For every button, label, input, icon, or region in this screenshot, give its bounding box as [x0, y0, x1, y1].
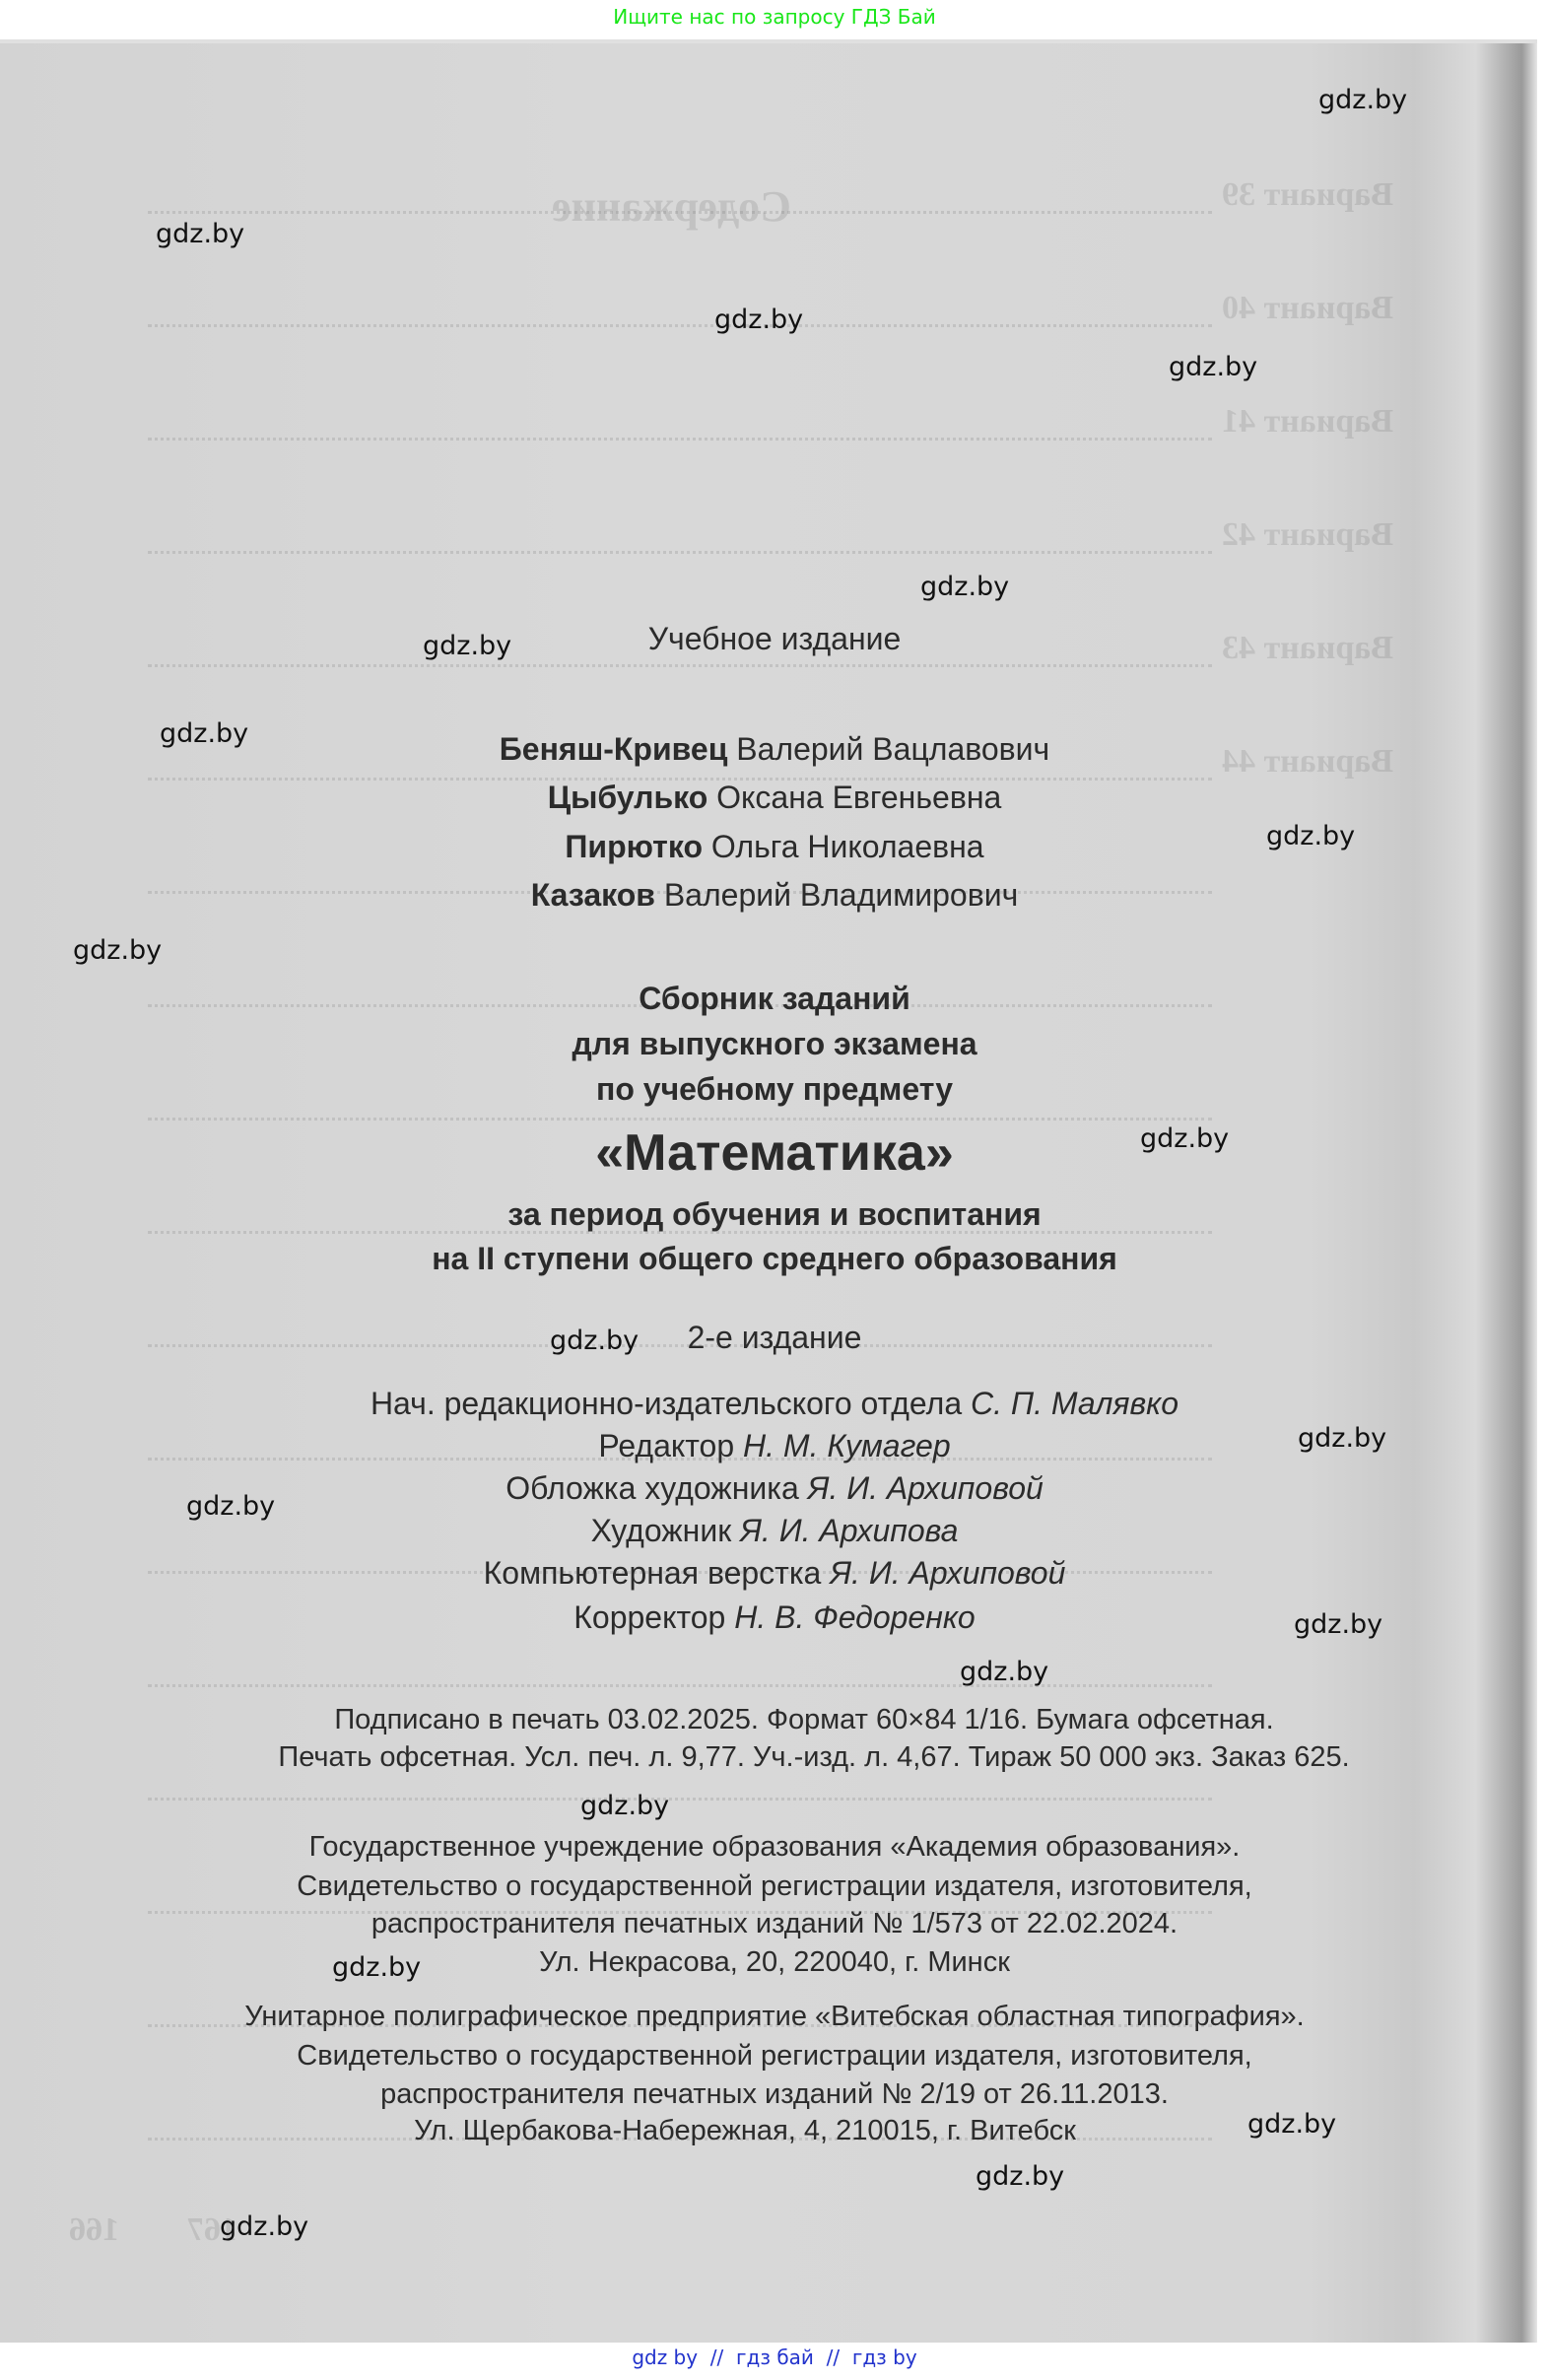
showthrough-leader [148, 324, 1212, 327]
watermark: gdz.by [220, 2211, 309, 2242]
staff-name: Я. И. Архиповой [830, 1555, 1066, 1591]
showthrough-leader [148, 551, 1212, 554]
staff-name: Я. И. Архиповой [807, 1470, 1044, 1506]
edition-number: 2-е издание [687, 1320, 862, 1355]
watermark: gdz.by [423, 631, 512, 661]
showthrough-item: Вариант 39 [1222, 176, 1393, 213]
author-surname: Пирютко [565, 829, 703, 864]
staff-name: Я. И. Архипова [740, 1513, 959, 1548]
watermark: gdz.by [1294, 1609, 1383, 1640]
showthrough-item: Вариант 42 [1222, 516, 1393, 553]
title-line-5: на II ступени общего среднего образования [432, 1241, 1117, 1276]
printer-line-1: Унитарное полиграфическое предприятие «Витебская областная типография». [244, 2001, 1305, 2032]
watermark: gdz.by [186, 1491, 276, 1522]
top-banner[interactable]: Ищите нас по запросу ГДЗ Бай [613, 5, 936, 29]
showthrough-leader [148, 211, 1212, 214]
watermark: gdz.by [332, 1952, 422, 1983]
staff-name: С. П. Малявко [971, 1386, 1179, 1421]
staff-role: Нач. редакционно-издательского отдела [370, 1386, 963, 1421]
watermark: gdz.by [714, 305, 804, 335]
showthrough-leader [148, 664, 1212, 667]
staff-role: Корректор [573, 1599, 726, 1635]
showthrough-leader [148, 1684, 1212, 1687]
watermark: gdz.by [156, 219, 245, 249]
watermark: gdz.by [550, 1326, 640, 1356]
print-info-line-2: Печать офсетная. Усл. печ. л. 9,77. Уч.-изд. л. 4,67. Тираж 50 000 экз. Заказ 625. [278, 1741, 1350, 1773]
author-surname: Цыбулько [547, 780, 708, 815]
showthrough-item: Вариант 40 [1222, 290, 1393, 326]
printer-line-2: Свидетельство о государственной регистрации издателя, изготовителя, [297, 2040, 1252, 2072]
author-given-names: Оксана Евгеньевна [716, 780, 1002, 815]
printer-address: Ул. Щербакова-Набережная, 4, 210015, г. Витебск [414, 2115, 1076, 2146]
showthrough-item: Вариант 41 [1222, 403, 1393, 440]
author-given-names: Валерий Вацлавович [736, 731, 1050, 767]
watermark: gdz.by [73, 935, 163, 966]
staff-line-1 [0, 1384, 1549, 1423]
watermark: gdz.by [1318, 85, 1408, 115]
watermark: gdz.by [1298, 1423, 1387, 1454]
showthrough-item: Вариант 44 [1222, 743, 1393, 780]
watermark: gdz.by [1266, 821, 1356, 851]
publisher-line-2: Свидетельство о государственной регистрации издателя, изготовителя, [297, 1870, 1252, 1902]
watermark: gdz.by [1247, 2109, 1337, 2140]
title-line-2: для выпускного экзамена [572, 1026, 977, 1061]
footer-links[interactable]: gdz by // гдз бай // гдз by [632, 2346, 917, 2369]
author-surname: Беняш-Кривец [499, 731, 728, 767]
print-info-line-1: Подписано в печать 03.02.2025. Формат 60×84 1/16. Бумага офсетная. [334, 1704, 1274, 1735]
watermark: gdz.by [160, 718, 249, 749]
staff-name: Н. В. Федоренко [734, 1599, 976, 1635]
staff-role: Художник [590, 1513, 732, 1548]
staff-name: Н. М. Кумагер [743, 1428, 951, 1463]
title-line-3: по учебному предмету [596, 1071, 953, 1107]
publisher-line-3: распространителя печатных изданий № 1/573 от 22.02.2024. [370, 1908, 1179, 1939]
showthrough-leader [148, 1118, 1212, 1121]
publisher-address: Ул. Некрасова, 20, 220040, г. Минск [539, 1946, 1010, 1978]
showthrough-page-number: 167 [187, 2211, 237, 2248]
author-2 [0, 778, 1549, 817]
author-given-names: Ольга Николаевна [710, 829, 984, 864]
author-4 [0, 875, 1549, 915]
showthrough-leader [148, 438, 1212, 441]
subject-title: «Математика» [595, 1124, 954, 1182]
staff-role: Редактор [598, 1428, 735, 1463]
watermark: gdz.by [976, 2161, 1065, 2192]
title-line-1: Сборник заданий [639, 981, 910, 1016]
edition-type: Учебное издание [647, 621, 902, 656]
watermark: gdz.by [920, 572, 1010, 602]
showthrough-item: Вариант 43 [1222, 630, 1393, 666]
staff-line-5 [0, 1553, 1549, 1593]
author-surname: Казаков [530, 877, 655, 913]
publisher-line-1: Государственное учреждение образования «Академия образования». [308, 1831, 1241, 1863]
author-given-names: Валерий Владимирович [663, 877, 1019, 913]
watermark: gdz.by [580, 1791, 670, 1821]
watermark: gdz.by [1169, 352, 1258, 382]
staff-role: Обложка художника [505, 1470, 799, 1506]
printer-line-3: распространителя печатных изданий № 2/19 от 26.11.2013. [380, 2078, 1169, 2110]
watermark: gdz.by [960, 1657, 1049, 1687]
watermark: gdz.by [1140, 1123, 1230, 1154]
title-line-4: за период обучения и воспитания [507, 1196, 1042, 1232]
showthrough-heading: Содержание [552, 182, 791, 231]
staff-role: Компьютерная верстка [483, 1555, 822, 1591]
showthrough-page-number: 166 [69, 2211, 119, 2248]
scanned-page [0, 39, 1537, 2343]
showthrough-leader [148, 1798, 1212, 1801]
